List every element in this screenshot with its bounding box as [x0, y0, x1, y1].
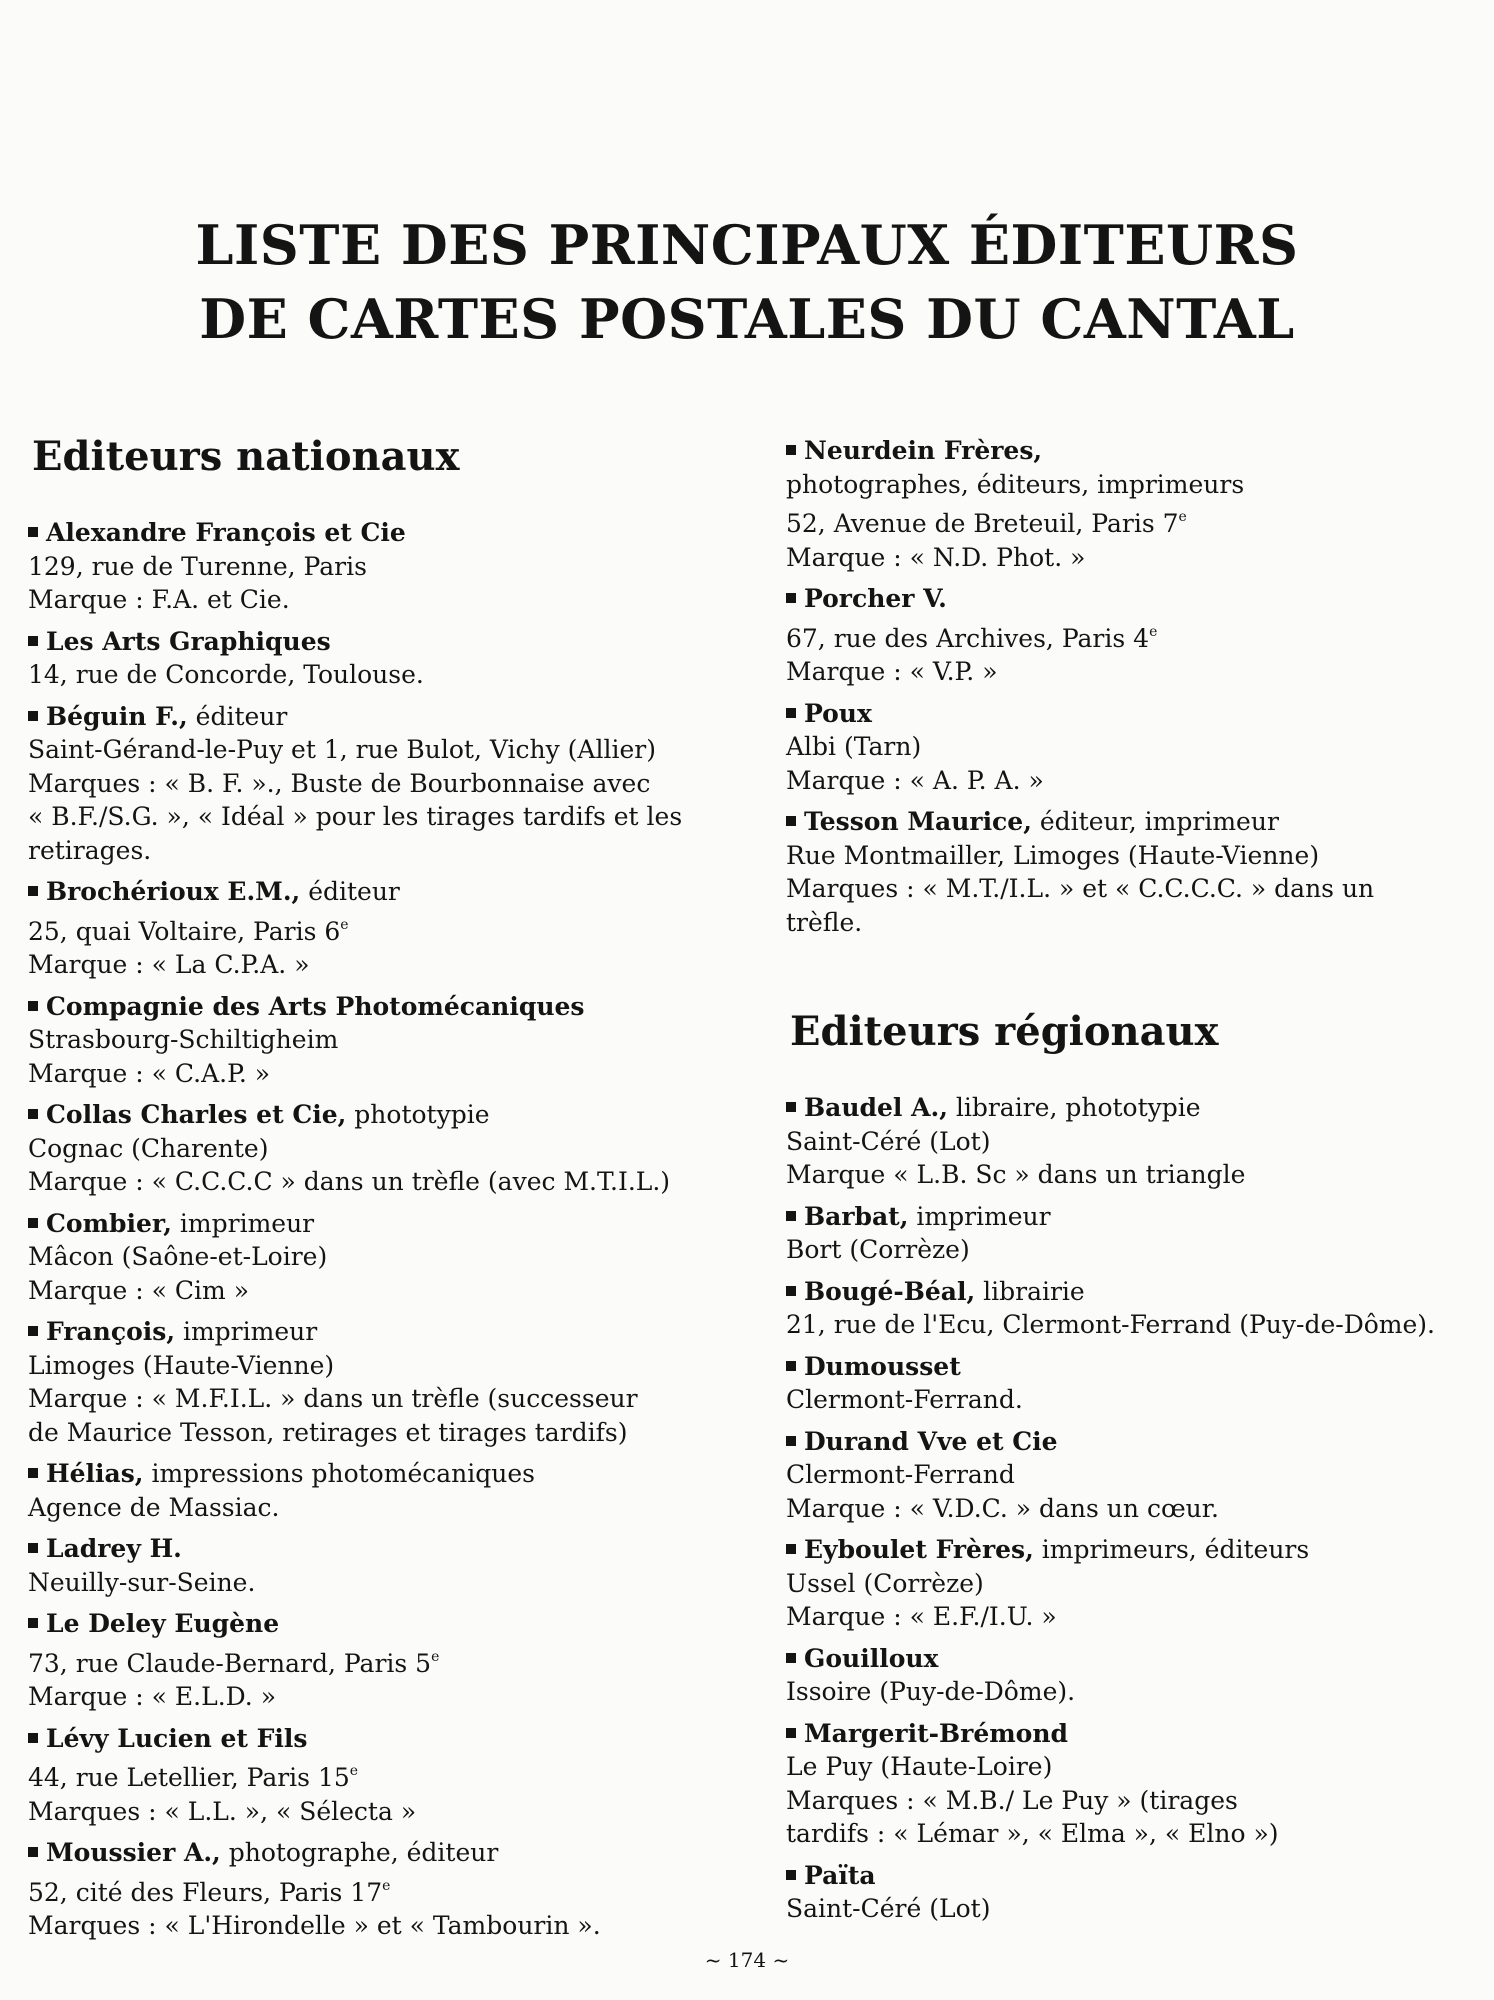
publisher-detail-line	[28, 1795, 768, 1829]
square-bullet-icon	[28, 1733, 38, 1743]
publisher-detail-text: retirages.	[28, 835, 152, 865]
publisher-detail-line	[786, 1233, 1486, 1267]
publisher-name: Gouilloux	[804, 1643, 939, 1673]
publisher-detail-line	[28, 583, 768, 617]
publisher-detail-line	[28, 1566, 768, 1600]
publisher-role: éditeur, imprimeur	[1031, 807, 1279, 836]
publisher-detail-line	[786, 1458, 1486, 1492]
page-number: ~ 174 ~	[704, 1948, 790, 1972]
publisher-detail-line	[786, 1567, 1486, 1601]
publisher-name-line	[786, 1642, 1486, 1676]
square-bullet-icon	[786, 593, 796, 603]
square-bullet-icon	[786, 1102, 796, 1112]
publisher-name-line	[786, 805, 1486, 839]
publisher-entry	[28, 875, 768, 982]
publisher-detail-text: 52, Avenue de Breteuil, Paris 7	[786, 509, 1179, 538]
publisher-detail-text: Marques : « M.T./I.L. » et « C.C.C.C. » dans un	[786, 874, 1375, 903]
square-bullet-icon	[28, 636, 38, 646]
national-publisher-list-continued	[786, 434, 1486, 939]
publisher-entry	[28, 1207, 768, 1308]
publisher-name-line	[28, 700, 768, 734]
publisher-detail-text: Neuilly-sur-Seine.	[28, 1567, 256, 1597]
publisher-detail-line	[786, 1675, 1486, 1709]
publisher-detail-line	[28, 1909, 768, 1943]
publisher-detail-text: Albi (Tarn)	[786, 732, 922, 761]
publisher-detail-text: Saint-Céré (Lot)	[786, 1894, 991, 1923]
publisher-detail-line	[28, 1023, 768, 1057]
publisher-entry	[786, 697, 1486, 798]
publisher-detail-line	[786, 906, 1486, 940]
ordinal-superscript: e	[382, 1877, 391, 1894]
publisher-detail-line	[786, 1383, 1486, 1417]
square-bullet-icon	[28, 1468, 38, 1478]
square-bullet-icon	[786, 816, 796, 826]
publisher-detail-text: Marque : « E.F./I.U. »	[786, 1602, 1057, 1631]
publisher-detail-text: Clermont-Ferrand	[786, 1460, 1015, 1489]
publisher-name-line	[28, 1532, 768, 1566]
square-bullet-icon	[28, 1618, 38, 1628]
publisher-name: Bougé-Béal,	[804, 1276, 976, 1306]
publisher-name-line	[28, 1207, 768, 1241]
publisher-detail-text: photographes, éditeurs, imprimeurs	[786, 469, 1245, 499]
page-title	[0, 208, 1494, 356]
publisher-detail-text: Marque : « V.P. »	[786, 657, 998, 686]
publisher-role: imprimeur	[908, 1201, 1051, 1231]
square-bullet-icon	[786, 1544, 796, 1554]
publisher-entry	[28, 990, 768, 1091]
publisher-detail-text: Ussel (Corrèze)	[786, 1568, 984, 1598]
publisher-entry	[786, 434, 1486, 574]
publisher-entry	[786, 1425, 1486, 1526]
square-bullet-icon	[786, 1653, 796, 1663]
publisher-name: Durand Vve et Cie	[804, 1426, 1058, 1456]
publisher-entry	[28, 1836, 768, 1943]
publisher-name-line	[786, 1717, 1486, 1751]
publisher-name-line	[28, 1722, 768, 1756]
square-bullet-icon	[786, 1286, 796, 1296]
publisher-detail-text: 25, quai Voltaire, Paris 6	[28, 916, 341, 946]
publisher-detail-line	[28, 767, 768, 801]
publisher-name-line	[28, 1836, 768, 1870]
publisher-detail-text: Limoges (Haute-Vienne)	[28, 1350, 335, 1380]
square-bullet-icon	[28, 1543, 38, 1553]
publisher-detail-line	[786, 655, 1486, 689]
publisher-detail-line	[28, 1755, 768, 1795]
national-heading: Editeurs nationaux	[32, 433, 460, 480]
publisher-role: impressions photomécaniques	[143, 1459, 535, 1488]
right-column	[786, 434, 1486, 1934]
publisher-detail-line	[786, 764, 1486, 798]
publisher-detail-text: Marque : « Cim »	[28, 1275, 249, 1305]
publisher-name-line	[786, 1091, 1486, 1125]
publisher-name: Collas Charles et Cie,	[46, 1100, 347, 1129]
publisher-detail-text: Marques : « L.L. », « Sélecta »	[28, 1796, 417, 1826]
publisher-name: Barbat,	[804, 1201, 909, 1231]
square-bullet-icon	[786, 445, 796, 455]
publisher-detail-line	[28, 1870, 768, 1910]
publisher-detail-text: Bort (Corrèze)	[786, 1235, 970, 1264]
publisher-entry	[786, 1717, 1486, 1851]
publisher-name: Margerit-Brémond	[804, 1718, 1069, 1748]
publisher-detail-line	[786, 1750, 1486, 1784]
publisher-entry	[786, 1091, 1486, 1192]
publisher-entry	[28, 700, 768, 868]
publisher-detail-line	[786, 541, 1486, 575]
publisher-detail-text: tardifs : « Lémar », « Elma », « Elno »)	[786, 1819, 1279, 1848]
publisher-detail-line	[786, 839, 1486, 873]
publisher-detail-line	[28, 1165, 768, 1199]
square-bullet-icon	[786, 1211, 796, 1221]
publisher-detail-text: Marque : « M.F.I.L. » dans un trèfle (successeur	[28, 1384, 638, 1413]
publisher-detail-text: 73, rue Claude-Bernard, Paris 5	[28, 1648, 432, 1678]
publisher-name: Ladrey H.	[46, 1534, 182, 1563]
publisher-name: Poux	[804, 698, 872, 728]
publisher-entry	[28, 1457, 768, 1524]
publisher-detail-text: de Maurice Tesson, retirages et tirages tardifs)	[28, 1417, 628, 1447]
publisher-detail-text: Issoire (Puy-de-Dôme).	[786, 1677, 1076, 1706]
publisher-name: Hélias,	[46, 1459, 144, 1488]
publisher-detail-line	[786, 1817, 1486, 1851]
publisher-detail-text: Clermont-Ferrand.	[786, 1385, 1023, 1414]
publisher-detail-line	[786, 468, 1486, 502]
publisher-name: Le Deley Eugène	[46, 1609, 280, 1638]
publisher-name-line	[28, 875, 768, 909]
publisher-detail-line	[786, 1492, 1486, 1526]
publisher-role: photographe, éditeur	[220, 1838, 499, 1867]
ordinal-superscript: e	[340, 916, 349, 933]
publisher-detail-line	[28, 834, 768, 868]
publisher-detail-text: Strasbourg-Schiltigheim	[28, 1025, 339, 1054]
left-column	[28, 432, 768, 1951]
publisher-name-line	[786, 1533, 1486, 1567]
publisher-entry	[786, 1200, 1486, 1267]
publisher-detail-line	[786, 1308, 1486, 1342]
publisher-name-line	[786, 1275, 1486, 1309]
publisher-detail-text: 129, rue de Turenne, Paris	[28, 551, 367, 581]
publisher-detail-text: Marque : « E.L.D. »	[28, 1682, 276, 1711]
publisher-role: librairie	[975, 1276, 1085, 1306]
publisher-name-line	[28, 625, 768, 659]
publisher-detail-line	[28, 1680, 768, 1714]
publisher-detail-line	[786, 1784, 1486, 1818]
publisher-name-line	[28, 1457, 768, 1491]
square-bullet-icon	[28, 1109, 38, 1119]
square-bullet-icon	[786, 708, 796, 718]
publisher-detail-line	[28, 909, 768, 949]
publisher-detail-text: 14, rue de Concorde, Toulouse.	[28, 660, 424, 689]
publisher-detail-text: 21, rue de l'Ecu, Clermont-Ferrand (Puy-de-Dôme).	[786, 1310, 1435, 1339]
publisher-detail-line	[28, 1491, 768, 1525]
ordinal-superscript: e	[431, 1648, 440, 1665]
publisher-detail-text: Marque : « V.D.C. » dans un cœur.	[786, 1493, 1219, 1523]
publisher-detail-text: Marque : « C.C.C.C » dans un trèfle (avec M.T.I.L.)	[28, 1167, 671, 1196]
publisher-name-line	[786, 1425, 1486, 1459]
publisher-detail-text: Agence de Massiac.	[28, 1492, 280, 1522]
title-line-2: DE CARTES POSTALES DU CANTAL	[199, 287, 1295, 351]
square-bullet-icon	[28, 1847, 38, 1857]
square-bullet-icon	[786, 1436, 796, 1446]
publisher-name-line	[786, 697, 1486, 731]
publisher-detail-line	[28, 550, 768, 584]
publisher-entry	[28, 1098, 768, 1199]
publisher-role: phototypie	[346, 1100, 490, 1129]
publisher-detail-line	[28, 800, 768, 834]
publisher-detail-line	[786, 501, 1486, 541]
regional-publisher-list	[786, 1091, 1486, 1926]
publisher-name-line	[786, 582, 1486, 616]
publisher-detail-text: Marques : « M.B./ Le Puy » (tirages	[786, 1785, 1238, 1815]
publisher-detail-text: Rue Montmailler, Limoges (Haute-Vienne)	[786, 840, 1320, 870]
publisher-name: Béguin F.,	[46, 701, 188, 731]
publisher-name: Moussier A.,	[46, 1838, 221, 1867]
publisher-name-line	[786, 434, 1486, 468]
publisher-detail-line	[28, 1057, 768, 1091]
publisher-name-line	[28, 1098, 768, 1132]
publisher-detail-line	[786, 1600, 1486, 1634]
square-bullet-icon	[786, 1728, 796, 1738]
publisher-detail-line	[28, 1382, 768, 1416]
publisher-detail-line	[28, 1274, 768, 1308]
publisher-name: Les Arts Graphiques	[46, 626, 331, 656]
square-bullet-icon	[786, 1870, 796, 1880]
publisher-detail-text: 44, rue Letellier, Paris 15	[28, 1763, 350, 1792]
publisher-role: imprimeur	[171, 1208, 315, 1238]
ordinal-superscript: e	[349, 1763, 359, 1779]
national-publisher-list	[28, 516, 768, 1943]
publisher-entry	[28, 1722, 768, 1829]
publisher-name-line	[28, 516, 768, 550]
publisher-role: imprimeurs, éditeurs	[1033, 1535, 1310, 1564]
square-bullet-icon	[28, 1218, 38, 1228]
publisher-name: Combier,	[46, 1208, 172, 1238]
publisher-detail-text: 67, rue des Archives, Paris 4	[786, 623, 1150, 653]
publisher-entry	[786, 1642, 1486, 1709]
publisher-detail-text: trèfle.	[786, 907, 863, 937]
publisher-detail-line	[786, 1125, 1486, 1159]
publisher-name: Baudel A.,	[804, 1093, 948, 1122]
square-bullet-icon	[28, 527, 38, 537]
publisher-entry	[28, 625, 768, 692]
publisher-name-line	[786, 1859, 1486, 1893]
ordinal-superscript: e	[1149, 623, 1158, 640]
publisher-entry	[28, 1532, 768, 1599]
publisher-detail-line	[786, 872, 1486, 906]
publisher-entry	[786, 805, 1486, 939]
publisher-entry	[786, 1533, 1486, 1634]
publisher-detail-text: Marques : « B. F. »., Buste de Bourbonnaise avec	[28, 768, 651, 798]
publisher-name: Païta	[804, 1860, 876, 1890]
publisher-detail-line	[786, 616, 1486, 656]
publisher-entry	[28, 1607, 768, 1714]
publisher-name-line	[28, 990, 768, 1024]
publisher-detail-line	[28, 733, 768, 767]
publisher-detail-text: Mâcon (Saône-et-Loire)	[28, 1242, 328, 1271]
publisher-name: Lévy Lucien et Fils	[46, 1723, 308, 1753]
publisher-detail-line	[28, 1349, 768, 1383]
publisher-role: éditeur	[187, 701, 288, 731]
square-bullet-icon	[28, 1326, 38, 1336]
publisher-detail-text: Marque : « N.D. Phot. »	[786, 542, 1086, 572]
publisher-name: Alexandre François et Cie	[46, 518, 406, 547]
square-bullet-icon	[28, 886, 38, 896]
publisher-name: Compagnie des Arts Photomécaniques	[46, 991, 585, 1021]
publisher-name-line	[786, 1350, 1486, 1384]
publisher-entry	[786, 1859, 1486, 1926]
publisher-entry	[28, 1315, 768, 1449]
publisher-name-line	[786, 1200, 1486, 1234]
regional-heading: Editeurs régionaux	[790, 1008, 1219, 1055]
square-bullet-icon	[28, 711, 38, 721]
publisher-detail-text: Le Puy (Haute-Loire)	[786, 1752, 1053, 1781]
publisher-detail-text: Saint-Céré (Lot)	[786, 1126, 991, 1156]
publisher-detail-text: Marque : F.A. et Cie.	[28, 585, 290, 614]
publisher-detail-text: Marque : « C.A.P. »	[28, 1058, 271, 1088]
publisher-detail-text: Cognac (Charente)	[28, 1133, 269, 1163]
publisher-detail-text: Marque « L.B. Sc » dans un triangle	[786, 1160, 1246, 1189]
ordinal-superscript: e	[1178, 509, 1187, 525]
publisher-name-line	[28, 1607, 768, 1641]
publisher-role: imprimeur	[175, 1317, 318, 1346]
publisher-name: Tesson Maurice,	[804, 807, 1032, 836]
publisher-detail-line	[28, 1641, 768, 1681]
publisher-name: Dumousset	[804, 1351, 961, 1381]
publisher-detail-line	[786, 1158, 1486, 1192]
title-line-1: LISTE DES PRINCIPAUX ÉDITEURS	[195, 213, 1299, 277]
publisher-detail-text: Marque : « La C.P.A. »	[28, 950, 310, 979]
publisher-detail-line	[28, 658, 768, 692]
publisher-detail-line	[28, 1240, 768, 1274]
publisher-entry	[786, 1350, 1486, 1417]
publisher-role: libraire, phototypie	[947, 1093, 1201, 1122]
publisher-detail-line	[28, 1416, 768, 1450]
publisher-detail-line	[28, 1132, 768, 1166]
publisher-name: Brochérioux E.M.,	[46, 877, 301, 906]
publisher-detail-line	[786, 730, 1486, 764]
publisher-name: Neurdein Frères,	[804, 436, 1043, 465]
publisher-detail-text: Marques : « L'Hirondelle » et « Tambourin ».	[28, 1911, 601, 1940]
publisher-detail-text: Saint-Gérand-le-Puy et 1, rue Bulot, Vichy (Allier)	[28, 735, 656, 764]
publisher-entry	[786, 1275, 1486, 1342]
publisher-detail-text: Marque : « A. P. A. »	[786, 765, 1044, 795]
publisher-detail-line	[786, 1892, 1486, 1926]
publisher-name: Eyboulet Frères,	[804, 1535, 1034, 1564]
publisher-detail-text: 52, cité des Fleurs, Paris 17	[28, 1877, 383, 1907]
square-bullet-icon	[28, 1001, 38, 1011]
publisher-entry	[28, 516, 768, 617]
square-bullet-icon	[786, 1361, 796, 1371]
publisher-detail-text: « B.F./S.G. », « Idéal » pour les tirages tardifs et les	[28, 802, 683, 831]
publisher-entry	[786, 582, 1486, 689]
publisher-detail-line	[28, 948, 768, 982]
publisher-name: Porcher V.	[804, 584, 947, 613]
publisher-name: François,	[46, 1317, 176, 1346]
publisher-name-line	[28, 1315, 768, 1349]
publisher-role: éditeur	[300, 877, 400, 906]
